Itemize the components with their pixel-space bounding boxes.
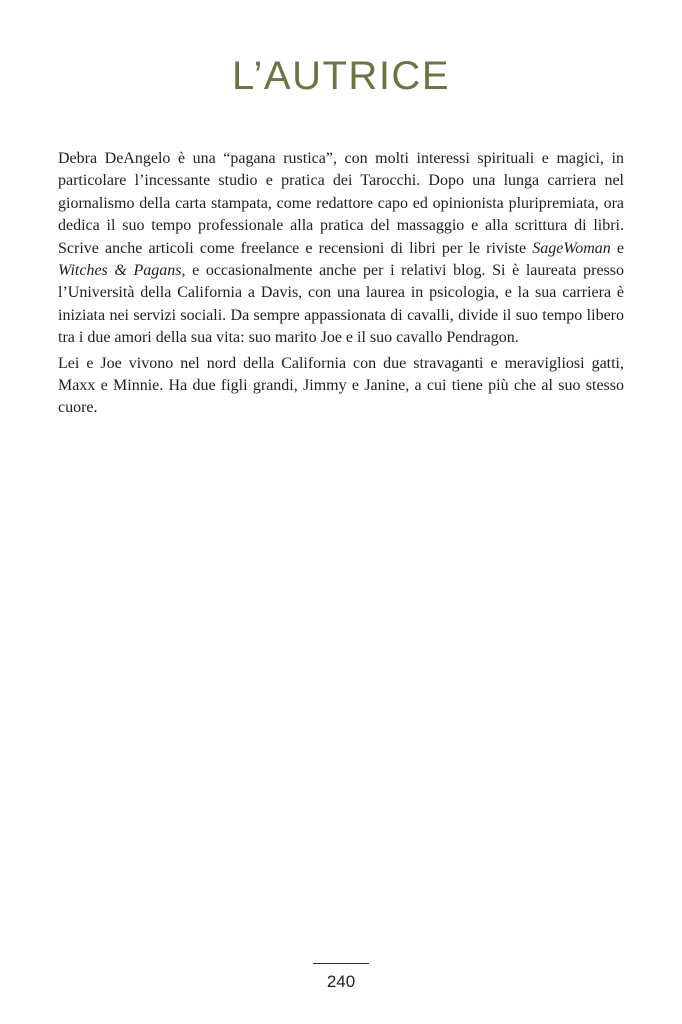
bio-text-part-1: Debra DeAngelo è una “pagana rustica”, con molti interessi spirituali e magici, in particolare l’incessante studio e pratica dei Tarocchi. Dopo una lunga carriera nel giornalismo della carta stampata, come redattore capo ed opinionista pluripremiata, ora dedica il suo tempo professionale alla pratica del massaggio e alla scrittura di libri. Scrive anche articoli come freelance e recensioni di libri per le riviste <box>58 150 624 257</box>
bio-paragraph-1 <box>58 148 624 350</box>
page-number: 240 <box>326 972 356 991</box>
footer-rule <box>313 963 369 964</box>
author-bio <box>58 148 624 423</box>
magazine-title-witches-pagans: Witches & Pagans <box>58 262 182 280</box>
bio-text-part-3: , e occasionalmente anche per i relativi blog. Si è laureata presso l’Università della California a Davis, con una laurea in psicologia, e la sua carriera è iniziata nei servizi sociali. Da sempre appassionata di cavalli, divide il suo tempo libero tra i due amori della sua vita: suo marito Joe e il suo cavallo Pendragon. <box>58 262 624 347</box>
page-title: L’AUTRICE <box>232 54 450 98</box>
bio-text-part-2: e <box>610 239 624 257</box>
magazine-title-sagewoman: SageWoman <box>532 239 611 257</box>
bio-paragraph-2: Lei e Joe vivono nel nord della California con due stravaganti e meravigliosi gatti, Maxx e Minnie. Ha due figli grandi, Jimmy e Janine, a cui tiene più che al suo stesso cuore. <box>58 354 624 417</box>
